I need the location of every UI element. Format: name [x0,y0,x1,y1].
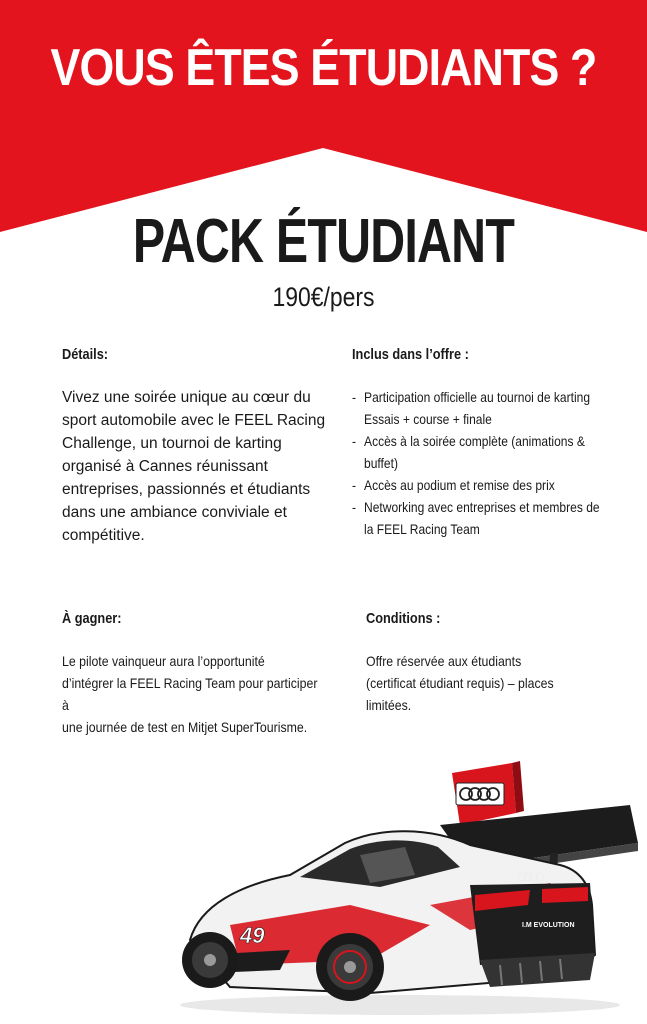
details-line: organisé à Cannes réunissant [62,458,268,475]
header-banner [0,0,647,232]
list-item-line: Networking avec entreprises et membres de [364,499,600,515]
conditions-text [366,650,595,716]
pack-price: 190€/pers [272,282,375,312]
prize-line: d’intégrer la FEEL Racing Team pour participer à [62,675,318,713]
list-item-line: la FEEL Racing Team [364,521,480,537]
audi-rings-logo [456,783,504,805]
list-item [352,386,627,430]
conditions-line: (certificat étudiant requis) – places [366,675,554,691]
plate-text: I.M EVOLUTION [522,922,575,929]
rear-wheel [316,933,384,1001]
details-line: Vivez une soirée unique au cœur du [62,389,311,406]
prize-line: une journée de test en Mitjet SuperTourisme. [62,719,308,735]
conditions-line: limitées. [366,697,412,713]
included-heading: Inclus dans l’offre : [352,346,469,363]
conditions-heading: Conditions : [366,610,441,627]
prize-text [62,650,326,738]
list-item-line: Accès au podium et remise des prix [364,477,555,493]
details-heading: Détails: [62,346,109,363]
details-line: Challenge, un tournoi de karting [62,435,282,452]
car-number: 49 [240,923,265,948]
list-item [352,474,627,496]
list-item-line: buffet) [364,455,398,471]
details-line: dans une ambiance conviviale et [62,504,287,521]
list-dash: - [352,433,357,449]
details-line: compétitive. [62,527,145,544]
pack-title: PACK ÉTUDIANT [132,207,515,276]
list-dash: - [352,499,357,515]
list-item [352,496,627,540]
car-shadow [180,995,620,1015]
race-car-illustration [170,755,640,1020]
included-list [352,386,627,540]
details-text [62,386,332,547]
details-line: sport automobile avec le FEEL Racing [62,412,326,429]
list-item-line: Essais + course + finale [364,411,492,427]
list-item [352,430,627,474]
list-dash: - [352,477,357,493]
conditions-line: Offre réservée aux étudiants [366,653,522,669]
prize-heading: À gagner: [62,610,122,627]
prize-line: Le pilote vainqueur aura l’opportunité [62,653,265,669]
list-item-line: Accès à la soirée complète (animations & [364,433,585,449]
front-wheel [182,932,238,988]
details-line: entreprises, passionnés et étudiants [62,481,311,498]
headline: VOUS ÊTES ÉTUDIANTS ? [50,39,597,97]
list-dash: - [352,389,357,405]
list-item-line: Participation officielle au tournoi de karting [364,389,591,405]
